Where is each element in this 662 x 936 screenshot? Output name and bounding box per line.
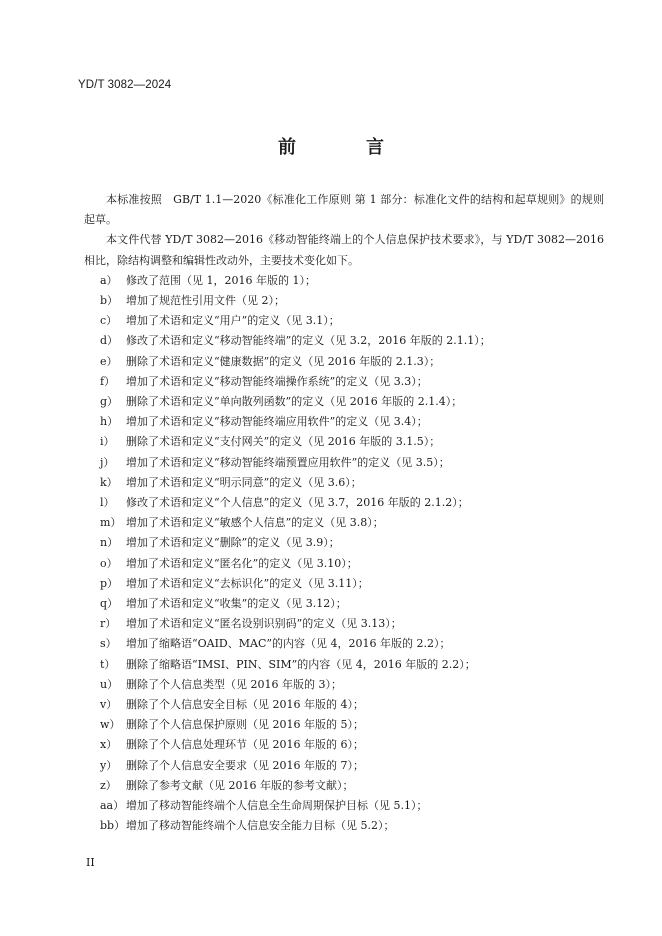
page-number: II (86, 856, 95, 869)
list-item-text: 增加了术语和定义“匿名设别识别码”的定义（见 3.13）； (126, 617, 402, 631)
list-item (84, 715, 604, 735)
list-item-marker: c） (100, 314, 118, 328)
list-item (84, 554, 604, 574)
list-item (84, 614, 604, 634)
list-item-text: 增加了规范性引用文件（见 2）； (126, 294, 285, 308)
list-item-marker: g） (100, 395, 119, 409)
page-title: 前 言 (278, 137, 410, 158)
list-item (84, 756, 604, 776)
list-item-text: 删除了参考文献（见 2016 年版的参考文献）； (126, 778, 354, 792)
list-item (84, 695, 604, 715)
foreword-body (84, 190, 604, 837)
list-item-text: 增加了术语和定义“移动智能终端应用软件”的定义（见 3.4）； (126, 415, 428, 429)
list-item-marker: p） (100, 576, 119, 590)
list-item-text: 删除了个人信息安全要求（见 2016 年版的 7）； (126, 758, 364, 772)
list-item (84, 412, 604, 432)
list-item-marker: w） (100, 718, 121, 732)
list-item-marker: r） (100, 617, 117, 631)
list-item-text: 增加了术语和定义“收集”的定义（见 3.12）； (126, 597, 347, 611)
list-item-text: 增加了移动智能终端个人信息安全能力目标（见 5.2）； (126, 819, 395, 833)
list-item-text: 删除了缩略语“IMSI、PIN、SIM”的内容（见 4，2016 年版的 2.2）； (126, 657, 476, 671)
list-item-text: 删除了个人信息处理环节（见 2016 年版的 6）； (126, 738, 364, 752)
list-item (84, 392, 604, 412)
list-item-marker: n） (100, 536, 119, 550)
list-item (84, 533, 604, 553)
list-item-marker: z） (100, 778, 117, 792)
list-item (84, 655, 604, 675)
list-item-text: 增加了术语和定义“匿名化”的定义（见 3.10）； (126, 556, 358, 570)
list-item-marker: aa） (100, 799, 125, 813)
list-item-marker: e） (100, 354, 118, 368)
list-item-text: 增加了术语和定义“删除”的定义（见 3.9）； (126, 536, 340, 550)
list-item (84, 594, 604, 614)
list-item-text: 增加了缩略语“OAID、MAC”的内容（见 4，2016 年版的 2.2）； (126, 637, 451, 651)
list-item-marker: t） (100, 657, 116, 671)
list-item (84, 331, 604, 351)
list-item (84, 776, 604, 796)
list-item-text: 删除了术语和定义“健康数据”的定义（见 2016 年版的 2.1.3）； (126, 354, 441, 368)
list-item-text: 增加了术语和定义“去标识化”的定义（见 3.11）； (126, 576, 369, 590)
list-item-text: 增加了术语和定义“明示同意”的定义（见 3.6）； (126, 475, 362, 489)
document-code: YD/T 3082—2024 (78, 79, 172, 91)
list-item-marker: v） (100, 698, 118, 712)
intro-paragraph-1: 本标准按照 GB/T 1.1—2020《标准化工作原则 第 1 部分：标准化文件的结构和起草规则》的规则起草。 (84, 193, 604, 227)
list-item (84, 574, 604, 594)
list-item (84, 372, 604, 392)
list-item-marker: y） (100, 758, 118, 772)
list-item-text: 删除了术语和定义“支付网关”的定义（见 2016 年版的 3.1.5）； (126, 435, 441, 449)
list-item-text: 删除了个人信息类型（见 2016 年版的 3）； (126, 677, 342, 691)
list-item-text: 增加了术语和定义“敏感个人信息”的定义（见 3.8）； (126, 516, 384, 530)
list-item-marker: a） (100, 273, 118, 287)
list-item (84, 291, 604, 311)
list-item-marker: i） (100, 435, 115, 449)
list-item-marker: u） (100, 677, 119, 691)
list-item-marker: o） (100, 556, 118, 570)
list-item-marker: s） (100, 637, 117, 651)
list-item-text: 增加了移动智能终端个人信息全生命周期保护目标（见 5.1）； (126, 799, 428, 813)
list-item (84, 453, 604, 473)
list-item-marker: d） (100, 334, 119, 348)
list-item-marker: h） (100, 415, 119, 429)
list-item-text: 修改了范围（见 1，2016 年版的 1）； (126, 273, 316, 287)
changes-list (84, 271, 604, 837)
list-item (84, 311, 604, 331)
list-item-marker: j） (100, 455, 115, 469)
list-item-marker: m） (100, 516, 122, 530)
list-item-marker: b） (100, 294, 119, 308)
list-item (84, 473, 604, 493)
list-item (84, 816, 604, 836)
list-item-marker: f） (100, 374, 116, 388)
list-item-marker: x） (100, 738, 118, 752)
list-item (84, 513, 604, 533)
list-item-text: 增加了术语和定义“移动智能终端预置应用软件”的定义（见 3.5）； (126, 455, 450, 469)
list-item (84, 271, 604, 291)
list-item-text: 修改了术语和定义“移动智能终端”的定义（见 3.2，2016 年版的 2.1.1）； (126, 334, 491, 348)
list-item (84, 432, 604, 452)
list-item (84, 735, 604, 755)
list-item-marker: l） (100, 496, 115, 510)
list-item (84, 675, 604, 695)
list-item-text: 删除了个人信息保护原则（见 2016 年版的 5）； (126, 718, 364, 732)
list-item (84, 493, 604, 513)
list-item-text: 删除了术语和定义“单向散列函数”的定义（见 2016 年版的 2.1.4）； (126, 395, 463, 409)
list-item-text: 增加了术语和定义“用户”的定义（见 3.1）； (126, 314, 340, 328)
intro-paragraph-2: 本文件代替 YD/T 3082—2016《移动智能终端上的个人信息保护技术要求》，与 YD/T 3082—2016相比，除结构调整和编辑性改动外，主要技术变化如下。 (84, 233, 604, 267)
list-item-text: 删除了个人信息安全目标（见 2016 年版的 4）； (126, 698, 364, 712)
list-item (84, 352, 604, 372)
list-item-marker: k） (100, 475, 118, 489)
list-item-text: 修改了术语和定义“个人信息”的定义（见 3.7，2016 年版的 2.1.2）； (126, 496, 469, 510)
list-item-marker: bb） (100, 819, 126, 833)
list-item (84, 796, 604, 816)
list-item-marker: q） (100, 597, 119, 611)
list-item-text: 增加了术语和定义“移动智能终端操作系统”的定义（见 3.3）； (126, 374, 428, 388)
list-item (84, 634, 604, 654)
